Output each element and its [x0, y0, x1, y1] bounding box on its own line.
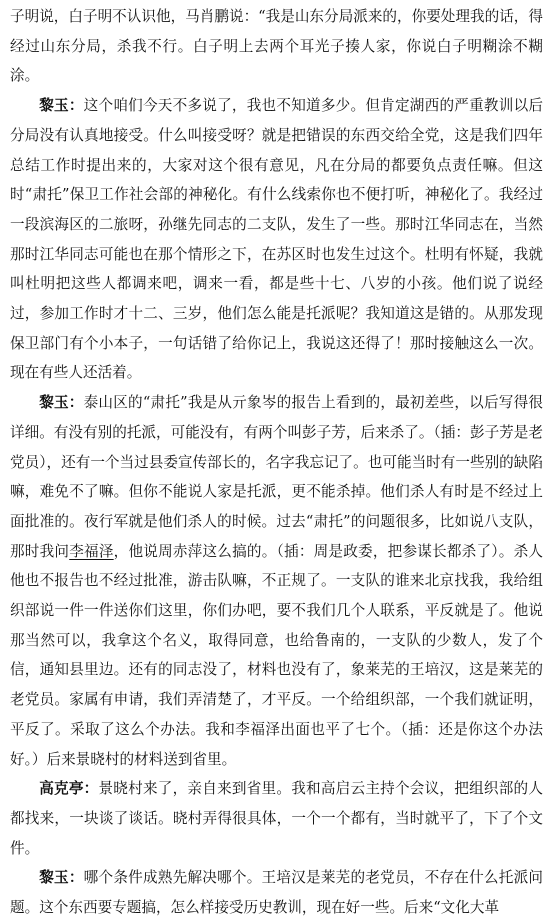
- speaker-name: 黎玉：: [39, 97, 84, 115]
- paragraph-4: [10, 774, 543, 863]
- underlined-name: 李福泽: [69, 542, 114, 560]
- paragraph-text: ，他说周赤萍这么搞的。（插：周是政委，把参谋长都杀了）。杀人他也不报告也不经过批准，游击队嘛，不正规了。一支队的谁来北京找我，我给组织部说一件一件送你们这里，你们办吧，要不我们几个人联系，平反就是了。他说那当然可以，我拿这个名义，取得同意，也给鲁南的，一支队的少数人，发了个信，通知县里边。还有的同志没了，材料也没有了，象莱芜的王培汉，这是莱芜的老党员。家属有申请，我们弄清楚了，才平反。一个给组织部，一个我们就证明，平反了。采取了这么个办法。我和李福泽出面也平了七个。（插：还是你这个办法好。）后来景晓村的材料送到省里。: [10, 542, 543, 768]
- paragraph-text: 泰山区的“肃托”我是从亓象岑的报告上看到的，最初差些，以后写得很详细。有没有别的托派，可能没有，有两个叫彭子芳，后来杀了。（插：彭子芳是老党员），还有一个当过县委宣传部长的，名字我忘记了。也可能当时有一些别的缺陷嘛，难免不了嘛。但你不能说人家是托派，更不能杀掉。他们杀人有时是不经过上面批准的。夜行军就是他们杀人的时候。过去“肃托”的问题很多，比如说八支队，那时我问: [10, 394, 543, 560]
- paragraph-5: [10, 863, 543, 922]
- paragraph-1: [10, 2, 543, 91]
- speaker-name: 黎玉：: [39, 394, 84, 412]
- paragraph-text: 哪个条件成熟先解决哪个。王培汉是莱芜的老党员，不存在什么托派问题。这个东西要专题搞，怎么样接受历史教训，现在好一些。后来“文化大革: [10, 869, 543, 917]
- paragraph-text: 景晓村来了，亲自来到省里。我和高启云主持个会议，把组织部的人都找来，一块谈了谈话。晓村弄得很具体，一个一个都有，当时就平了，下了个文件。: [10, 780, 543, 857]
- document-page: [10, 2, 543, 923]
- paragraph-text: 子明说，白子明不认识他，马肖鹏说：“我是山东分局派来的，你要处理我的话，得经过山东分局，杀我不行。白子明上去两个耳光子揍人家，你说白子明糊涂不糊涂。: [10, 8, 543, 85]
- paragraph-text: 这个咱们今天不多说了，我也不知道多少。但肯定湖西的严重教训以后分局没有认真地接受。什么叫接受呀？就是把错误的东西交给全党，这是我们四年总结工作时提出来的，大家对这个很有意见，凡在分局的都要负点责任嘛。但这时“肃托”保卫工作社会部的神秘化。有什么线索你也不便打听，神秘化了。我经过一段滨海区的二旅呀，孙继先同志的二支队，发生了一些。那时江华同志在，当然那时江华同志可能也在那个情形之下，在苏区时也发生过这个。杜明有怀疑，我就叫杜明把这些人都调来吧，调来一看，都是些十七、八岁的小孩。他们说了说经过，参加工作时才十二、三岁，他们怎么能是托派呢？我知道这是错的。从那发现保卫部门有个小本子，一句话错了给你记上，我说这还得了！那时接触这么一次。现在有些人还活着。: [10, 97, 543, 382]
- paragraph-2: [10, 91, 543, 388]
- speaker-name: 黎玉：: [39, 869, 84, 887]
- speaker-name: 高克亭：: [39, 780, 99, 798]
- paragraph-3: [10, 388, 543, 774]
